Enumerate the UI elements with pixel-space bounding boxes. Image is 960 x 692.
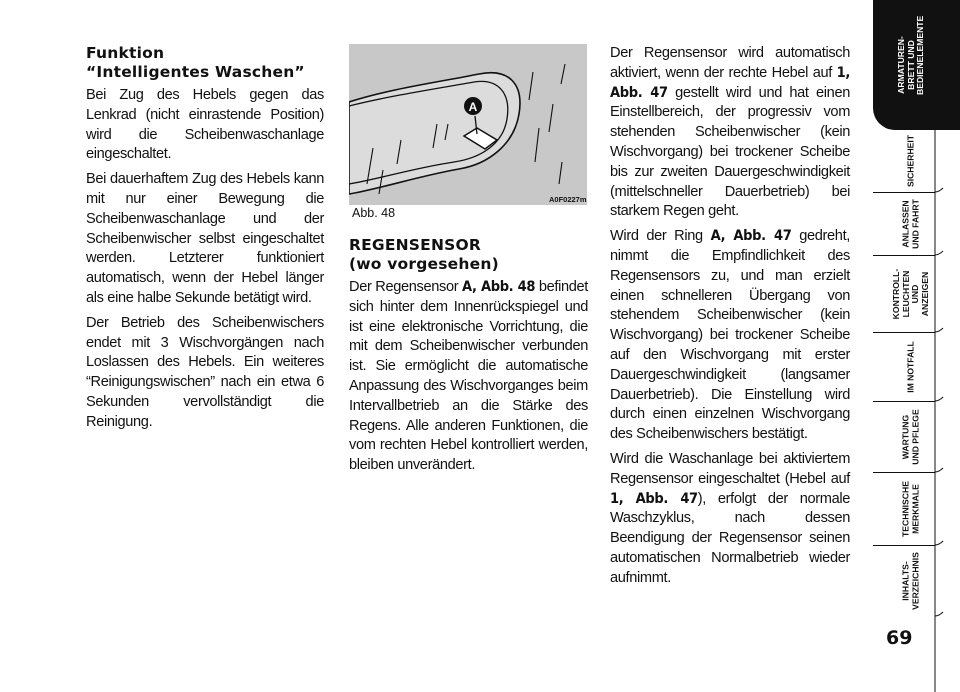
tab-technische-merkmale[interactable]: TECHNISCHE MERKMALE <box>900 481 920 537</box>
section-heading-rain-sensor: REGENSENSOR (wo vorgesehen) <box>349 236 499 273</box>
figure-reference: 1, Abb. 47 <box>610 64 850 101</box>
paragraph: Der Regensensor wird automatisch aktiviert, wenn der rechte Hebel auf 1, Abb. 47 gestellt wird und hat einen Einstellbereich, der progressiv vom stehenden Scheibenwischer (kein Wischvorgang) bei trockener Scheibe bis zur zweiten Dauergeschwindigkeit (mittelschneller Dauerbetrieb) bei starkem Regen geht. <box>610 45 850 220</box>
tab-im-notfall[interactable]: IM NOTFALL <box>905 341 916 393</box>
tab-inhaltsverzeichnis[interactable]: INHALTS- VERZEICHNIS <box>900 552 920 610</box>
figure-code: A0F0227m <box>549 195 587 204</box>
tab-kontrollleuchten[interactable]: KONTROLL- LEUCHTEN UND ANZEIGEN <box>891 268 930 320</box>
tab-armaturenbrett[interactable]: ARMATUREN- BRETT UND BEDIENELEMENTE <box>873 0 960 130</box>
paragraph: Bei Zug des Hebels gegen das Lenkrad (nicht einrastende Position) wird die Scheibenwaschanlage eingeschaltet. <box>86 87 324 163</box>
tab-wartung[interactable]: WARTUNG UND PFLEGE <box>900 409 920 465</box>
tab-anlassen[interactable]: ANLASSEN UND FAHRT <box>900 199 920 249</box>
figure-rain-sensor <box>349 44 587 205</box>
figure-reference: 1, Abb. 47 <box>610 490 698 507</box>
column-2 <box>349 236 588 481</box>
chapter-tabs <box>873 0 960 692</box>
paragraph: Wird der Ring A, Abb. 47 gedreht, nimmt die Empfindlichkeit des Regensensors zu, und man erzielt einen schnelleren Übergang von stehendem Scheibenwischer (kein Wischvorgang) bei trockener Scheibe auf den Wischvorgang mit erster Dauergeschwindigkeit (langsamer Dauerbetrieb). Die Einstellung wird durch einen einzelnen Wischvorgang des Scheibenwischers bestätigt. <box>610 228 850 443</box>
column-3 <box>610 44 850 594</box>
paragraph: Der Betrieb des Scheibenwischers endet mit 3 Wischvorgängen nach Loslassen des Hebels. Ein weiteres “Reinigungswischen” nach ein etwa 6 Sekunden vervollständigt die Reinigung. <box>86 314 324 430</box>
page-number: 69 <box>886 627 913 649</box>
paragraph: Wird die Waschanlage bei aktiviertem Regensensor eingeschaltet (Hebel auf 1, Abb. 47), erfolgt der normale Waschzyklus, nach dessen Beendigung der Regensensor seinen automatischen Normalbetrieb wieder aufnimmt. <box>610 450 850 586</box>
figure-caption: Abb. 48 <box>352 206 396 220</box>
paragraph: Bei dauerhaftem Zug des Hebels kann mit nur einer Bewegung die Scheibenwaschanlage und der Scheibenwischer selbst eingeschaltet werden. Letzterer funktioniert automatisch, wenn der Hebel länger als eine halbe Sekunde betätigt wird. <box>86 171 324 306</box>
figure-reference: A, Abb. 47 <box>710 228 792 245</box>
rain-sensor-illustration <box>349 44 587 205</box>
section-heading-intelligent-wash: Funktion “Intelligentes Waschen” <box>86 44 305 81</box>
tab-sicherheit[interactable]: SICHERHEIT <box>905 134 916 188</box>
column-1 <box>86 44 324 438</box>
paragraph: Der Regensensor A, Abb. 48 befindet sich hinter dem Innenrückspiegel und ist eine elektronische Vorrichtung, die mit dem Scheibenwischer verbunden ist. Sie ermöglicht die automatische Anpassung des Wischvorganges beim Intervallbetrieb an die Stärke des Regens. Alle anderen Funktionen, die vom rechten Hebel kontrolliert werden, bleiben unverändert. <box>349 279 588 474</box>
figure-marker-a: A <box>468 100 478 114</box>
figure-reference: A, Abb. 48 <box>462 279 536 295</box>
